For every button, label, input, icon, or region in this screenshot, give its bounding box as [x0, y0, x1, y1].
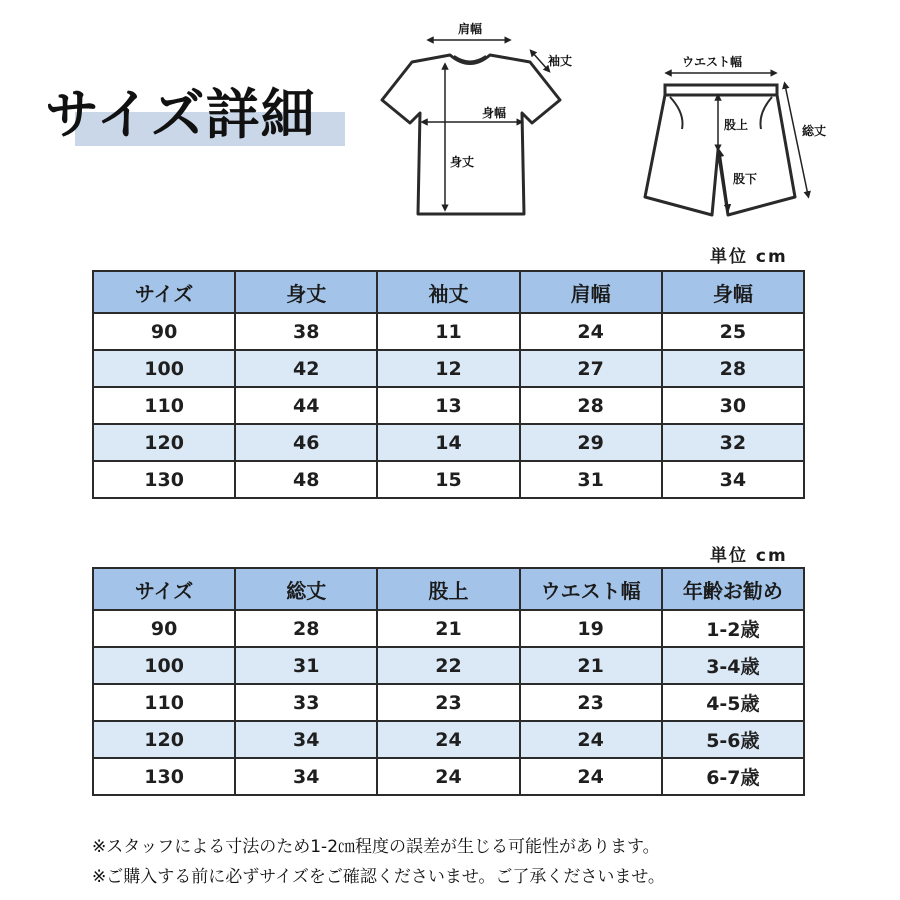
table-cell: 120 — [93, 424, 235, 461]
table-header-row — [93, 271, 804, 313]
table-cell: 130 — [93, 461, 235, 498]
table-row — [93, 610, 804, 647]
table-cell: 24 — [520, 758, 662, 795]
table-cell: 31 — [520, 461, 662, 498]
table-cell: 14 — [377, 424, 519, 461]
table-cell: 32 — [662, 424, 804, 461]
table-cell: 21 — [520, 647, 662, 684]
notes-block — [92, 832, 665, 892]
table-cell: 23 — [520, 684, 662, 721]
table-row — [93, 758, 804, 795]
table-row — [93, 387, 804, 424]
shoulder-width-label: 肩幅 — [458, 22, 483, 36]
table-cell: 100 — [93, 647, 235, 684]
table-cell: 46 — [235, 424, 377, 461]
table-cell: 42 — [235, 350, 377, 387]
table-header-row — [93, 568, 804, 610]
header-size: サイズ — [93, 568, 235, 610]
header-recommended-age: 年齢お勧め — [662, 568, 804, 610]
table-cell: 31 — [235, 647, 377, 684]
table-cell: 48 — [235, 461, 377, 498]
table-cell: 12 — [377, 350, 519, 387]
header-total-length: 総丈 — [235, 568, 377, 610]
table-cell: 6-7歳 — [662, 758, 804, 795]
table-cell: 24 — [520, 313, 662, 350]
title-block — [45, 70, 345, 150]
table-cell: 28 — [662, 350, 804, 387]
table-cell: 44 — [235, 387, 377, 424]
table-cell: 120 — [93, 721, 235, 758]
table-row — [93, 313, 804, 350]
header-rise: 股上 — [377, 568, 519, 610]
table-row — [93, 647, 804, 684]
table-cell: 3-4歳 — [662, 647, 804, 684]
table-cell: 4-5歳 — [662, 684, 804, 721]
table-cell: 34 — [235, 758, 377, 795]
header-chest-width: 身幅 — [662, 271, 804, 313]
table-cell: 24 — [377, 758, 519, 795]
bottom-size-table — [92, 567, 805, 796]
table-cell: 30 — [662, 387, 804, 424]
sleeve-length-label: 袖丈 — [548, 54, 573, 68]
table-cell: 27 — [520, 350, 662, 387]
table-cell: 13 — [377, 387, 519, 424]
note-line: ※スタッフによる寸法のため1-2㎝程度の誤差が生じる可能性があります。 — [92, 837, 660, 857]
table-cell: 90 — [93, 313, 235, 350]
top-size-table — [92, 270, 805, 499]
waist-width-label: ウエスト幅 — [682, 55, 743, 69]
inseam-label: 股下 — [733, 172, 758, 186]
table-cell: 24 — [520, 721, 662, 758]
rise-label: 股上 — [724, 118, 749, 132]
bottom-table-unit: 単位 cm — [710, 546, 788, 566]
header-shoulder-width: 肩幅 — [520, 271, 662, 313]
tshirt-diagram — [370, 10, 600, 225]
shorts-diagram — [630, 45, 840, 225]
table-row — [93, 424, 804, 461]
table-cell: 130 — [93, 758, 235, 795]
header-sleeve-length: 袖丈 — [377, 271, 519, 313]
table-cell: 24 — [377, 721, 519, 758]
table-row — [93, 461, 804, 498]
page-title: サイズ詳細 — [45, 83, 316, 146]
body-length-label: 身丈 — [450, 155, 475, 169]
table-cell: 22 — [377, 647, 519, 684]
table-cell: 23 — [377, 684, 519, 721]
table-cell: 25 — [662, 313, 804, 350]
table-cell: 110 — [93, 684, 235, 721]
table-cell: 15 — [377, 461, 519, 498]
table-cell: 21 — [377, 610, 519, 647]
table-cell: 19 — [520, 610, 662, 647]
header-waist-width: ウエスト幅 — [520, 568, 662, 610]
table-cell: 28 — [235, 610, 377, 647]
table-cell: 29 — [520, 424, 662, 461]
table-cell: 11 — [377, 313, 519, 350]
chest-width-label: 身幅 — [482, 106, 507, 120]
table-cell: 34 — [662, 461, 804, 498]
table-cell: 90 — [93, 610, 235, 647]
table-cell: 33 — [235, 684, 377, 721]
table-row — [93, 684, 804, 721]
header-body-length: 身丈 — [235, 271, 377, 313]
table-cell: 34 — [235, 721, 377, 758]
header-size: サイズ — [93, 271, 235, 313]
table-cell: 100 — [93, 350, 235, 387]
table-cell: 1-2歳 — [662, 610, 804, 647]
note-line: ※ご購入する前に必ずサイズをご確認くださいませ。ご了承くださいませ。 — [92, 867, 665, 887]
total-length-label: 総丈 — [802, 124, 827, 138]
table-cell: 38 — [235, 313, 377, 350]
table-cell: 28 — [520, 387, 662, 424]
table-cell: 110 — [93, 387, 235, 424]
table-row — [93, 721, 804, 758]
top-table-unit: 単位 cm — [710, 247, 788, 267]
table-row — [93, 350, 804, 387]
table-cell: 5-6歳 — [662, 721, 804, 758]
